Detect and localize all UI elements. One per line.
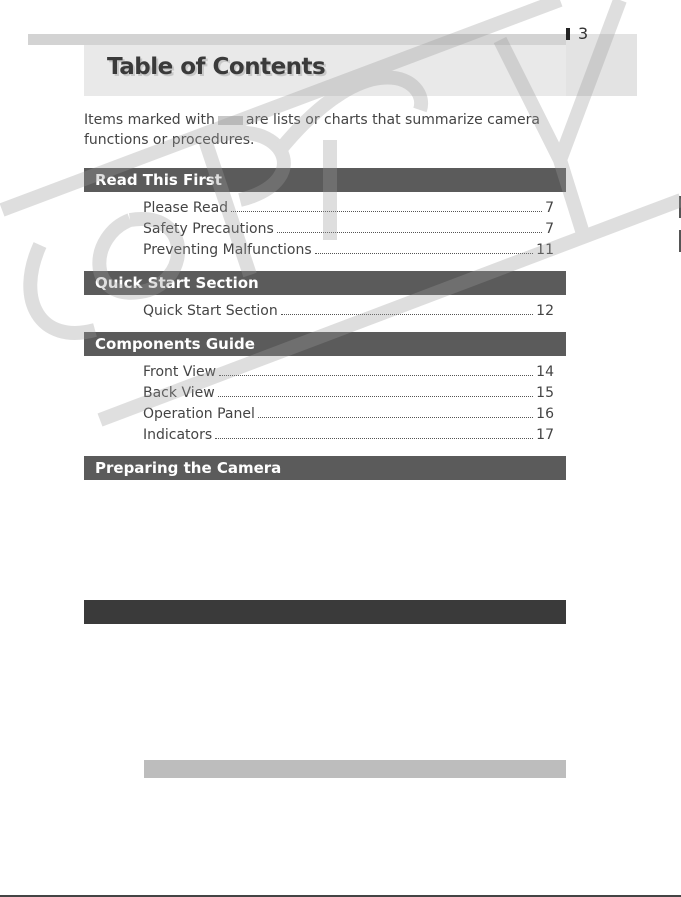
section-heading-bar-blank: [84, 600, 566, 624]
intro-after: are lists or charts that summarize camera functions or procedures.: [84, 112, 540, 148]
section-heading-quick-start[interactable]: Quick Start Section: [84, 271, 566, 295]
toc-entry-page: 14: [536, 364, 554, 380]
dot-leader: [218, 382, 534, 397]
dot-leader: [231, 197, 542, 212]
toc-entry-title: Front View: [143, 364, 217, 380]
toc-entry-page: 7: [545, 221, 554, 237]
toc-entry-page: 17: [536, 427, 554, 443]
toc-entry-front-view[interactable]: [143, 361, 554, 382]
page-number: 3: [578, 24, 589, 43]
toc-entry-page: 11: [536, 242, 554, 258]
section-heading-components-guide[interactable]: Components Guide: [84, 332, 566, 356]
toc-entry-page: 7: [545, 200, 554, 216]
page-title: Table of Contents: [107, 54, 326, 80]
page-marker: [566, 28, 570, 40]
toc-entry-please-read[interactable]: [143, 197, 554, 218]
header-bar: [28, 34, 637, 45]
toc-entry-title: Back View: [143, 385, 215, 401]
intro-text: [84, 110, 554, 150]
subsection-bar-blank: [144, 760, 566, 778]
toc-entry-safety-precautions[interactable]: [143, 218, 554, 239]
toc-entry-title: Operation Panel: [143, 406, 255, 422]
toc-entry-title: Indicators: [143, 427, 213, 443]
toc-entry-page: 15: [536, 385, 554, 401]
toc-entry-back-view[interactable]: [143, 382, 554, 403]
toc-entry-title: Safety Precautions: [143, 221, 274, 237]
toc-entry-title: Preventing Malfunctions: [143, 242, 312, 258]
section-heading-read-this-first[interactable]: Read This First: [84, 168, 566, 192]
dot-leader: [315, 239, 534, 254]
toc-entry-indicators[interactable]: [143, 424, 554, 445]
dot-leader: [215, 424, 533, 439]
intro-before: Items marked with: [84, 112, 215, 128]
dot-leader: [277, 218, 542, 233]
toc-entry-page: 12: [536, 303, 554, 319]
toc-entry-operation-panel[interactable]: [143, 403, 554, 424]
toc-entry-title: Please Read: [143, 200, 229, 216]
header-side-block: [566, 34, 637, 96]
dot-leader: [281, 300, 533, 315]
dot-leader: [258, 403, 533, 418]
toc-entry-page: 16: [536, 406, 554, 422]
dot-leader: [219, 361, 533, 376]
toc-entry-quick-start-section[interactable]: [143, 300, 554, 321]
toc-entry-title: Quick Start Section: [143, 303, 278, 319]
toc-entry-preventing-malfunctions[interactable]: [143, 239, 554, 260]
summary-marker-icon: [218, 116, 243, 125]
section-heading-preparing-camera[interactable]: Preparing the Camera: [84, 456, 566, 480]
